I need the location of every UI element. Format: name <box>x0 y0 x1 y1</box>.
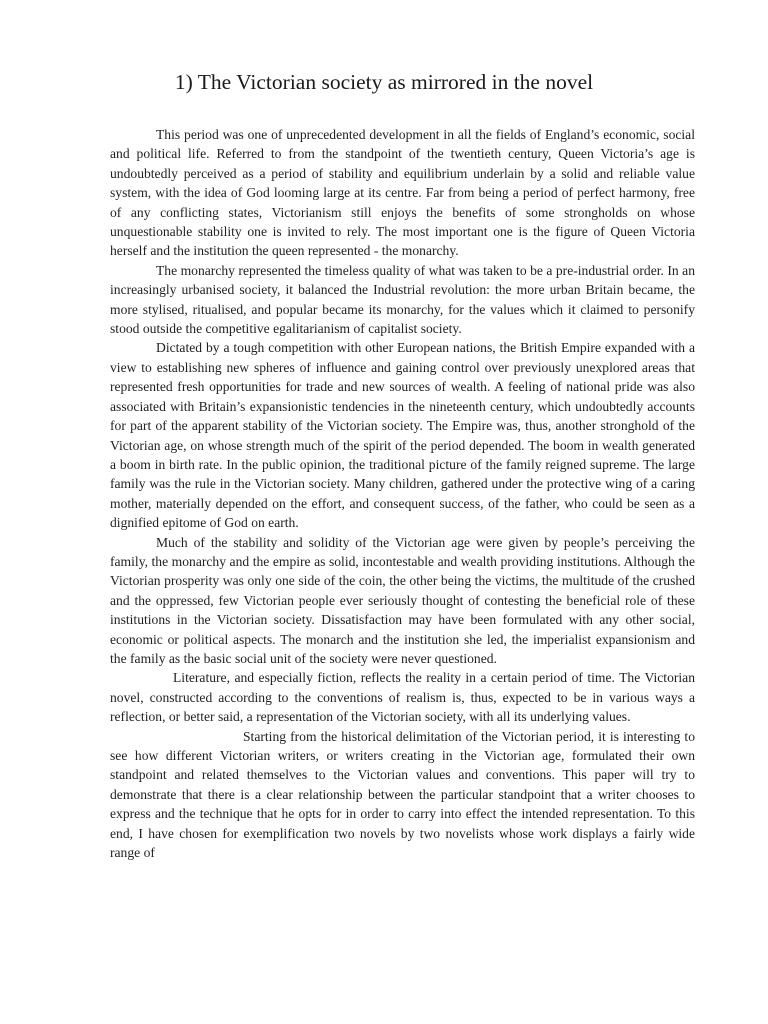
body-text <box>110 125 695 862</box>
paragraph-monarchy: The monarchy represented the timeless quality of what was taken to be a pre-industrial order. In an increasingly urbanised society, it balanced the Industrial revolution: the more urban Britain became, the more stylised, ritualised, and popular became its monarchy, for the values which it claimed to personify stood outside the competitive egalitarianism of capitalist society. <box>110 262 695 337</box>
paragraph-empire: Dictated by a tough competition with other European nations, the British Empire expanded with a view to establishing new spheres of influence and gaining control over previously unexplored areas that represented fresh opportunities for trade and new sources of wealth. A feeling of national pride was also associated with Britain’s expansionistic tendencies in the nineteenth century, which undoubtedly accounts for part of the apparent stability of the Victorian society. The Empire was, thus, another stronghold of the Victorian age, on whose strength much of the spirit of the period depended. The boom in wealth generated a boom in birth rate. In the public opinion, the traditional picture of the family reigned supreme. The large family was the rule in the Victorian society. Many children, gathered under the protective wing of a caring mother, materially depended on the effort, and consequent success, of the father, who could be seen as a dignified epitome of God on earth. <box>110 340 695 531</box>
paragraph-literature: Literature, and especially fiction, reflects the reality in a certain period of time. The Victorian novel, constructed according to the conventions of realism is, thus, expected to be in various ways a reflection, or better said, a representation of the Victorian society, with all its underlying values. <box>110 670 695 725</box>
page-title: 1) The Victorian society as mirrored in the novel <box>174 70 594 94</box>
paragraph-victorian-period: This period was one of unprecedented development in all the fields of England’s economic, social and political life. Referred to from the standpoint of the twentieth century, Queen Victoria’s age is undoubtedly perceived as a period of stability and equilibrium underlain by a solid and reliable value system, with the idea of God looming large at its centre. Far from being a period of perfect harmony, free of any conflicting states, Victorianism still enjoys the benefits of some strongholds on whose unquestionable stability one is invited to rely. The most important one is the figure of Queen Victoria herself and the institution the queen represented - the monarchy. <box>110 127 695 259</box>
paragraph-standpoint: Starting from the historical delimitation of the Victorian period, it is interesting to see how different Victorian writers, or writers creating in the Victorian age, formulated their own standpoint and related themselves to the Victorian values and conventions. This paper will try to demonstrate that there is a clear relationship between the particular standpoint that a writer chooses to express and the technique that he opts for in order to carry into effect the intended representation. To this end, I have chosen for exemplification two novels by two novelists whose work displays a fairly wide range of <box>110 728 695 861</box>
paragraph-stability: Much of the stability and solidity of the Victorian age were given by people’s perceiving the family, the monarchy and the empire as solid, incontestable and wealth providing institutions. Although the Victorian prosperity was only one side of the coin, the other being the victims, the multitude of the crushed and the oppressed, few Victorian people ever seriously thought of contesting the beneficial role of these institutions in the Victorian society. Dissatisfaction may have been formulated with any other social, economic or political aspects. The monarch and the institution she led, the imperialist expansionism and the family as the basic social unit of the society were never questioned. <box>110 534 695 666</box>
